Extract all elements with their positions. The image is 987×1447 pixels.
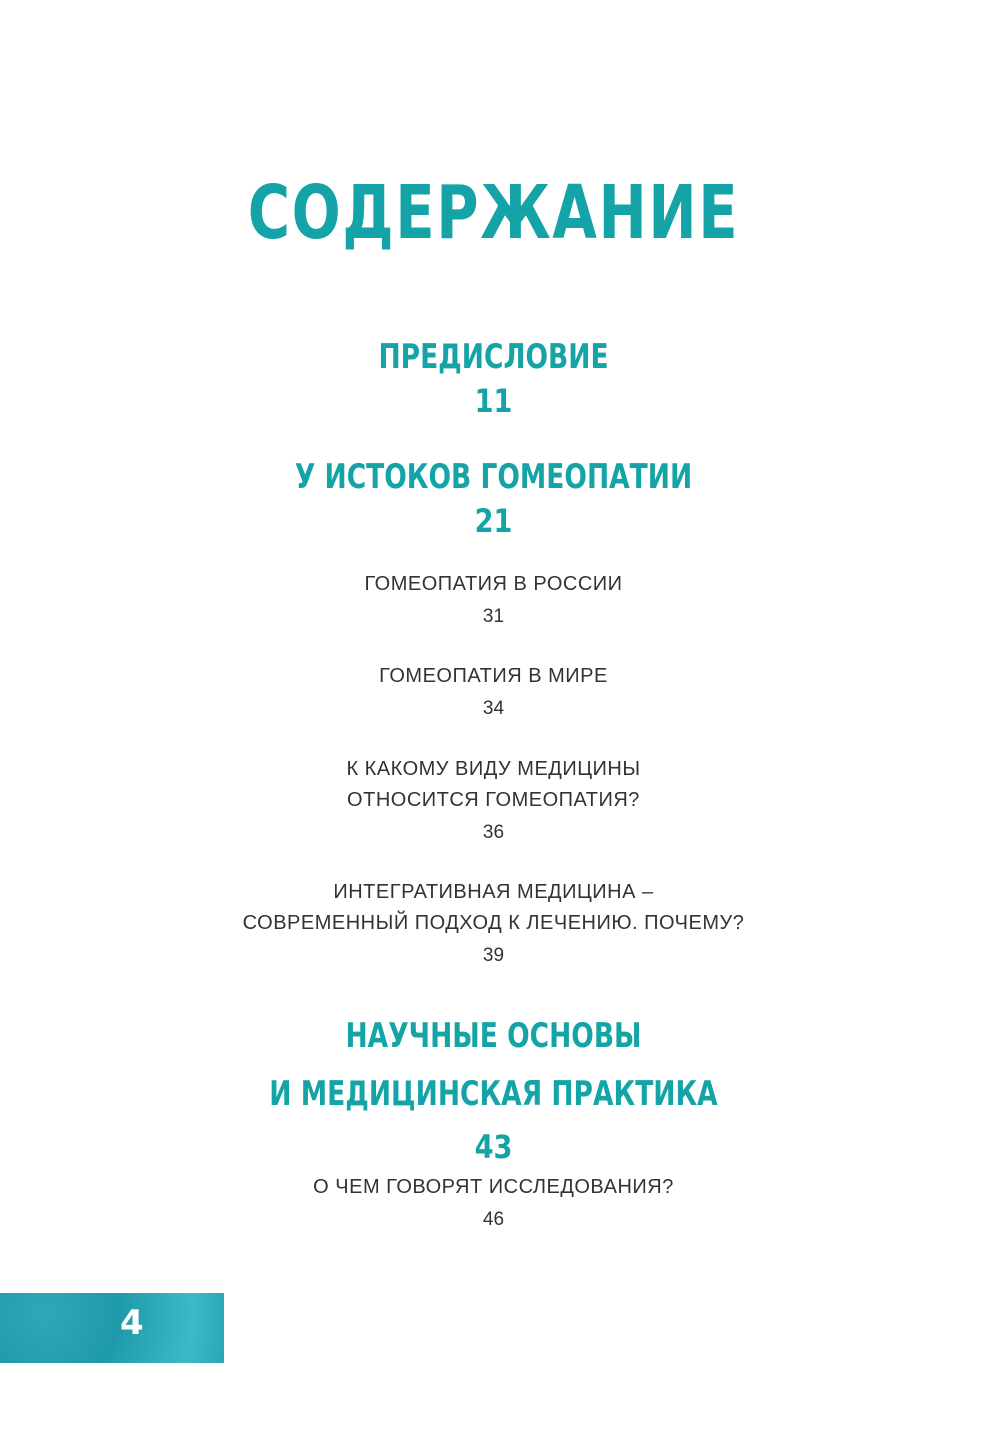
toc-item-page: 31 bbox=[482, 606, 505, 627]
toc-section-preface[interactable] bbox=[0, 334, 987, 422]
toc-item-title-line1: ИНТЕГРАТИВНАЯ МЕДИЦИНА – bbox=[333, 881, 654, 903]
section-page-number: 21 bbox=[474, 502, 513, 540]
section-page-number: 11 bbox=[474, 382, 513, 420]
toc-item-title: ГОМЕОПАТИЯ В РОССИИ bbox=[364, 573, 623, 595]
toc-item[interactable] bbox=[0, 1172, 987, 1235]
toc-item-title-line2: СОВРЕМЕННЫЙ ПОДХОД К ЛЕЧЕНИЮ. ПОЧЕМУ? bbox=[242, 912, 745, 934]
section-heading-line1: НАУЧНЫЕ ОСНОВЫ bbox=[345, 1016, 642, 1056]
section-heading-line2: И МЕДИЦИНСКАЯ ПРАКТИКА bbox=[269, 1074, 718, 1114]
toc-item-title: ГОМЕОПАТИЯ В МИРЕ bbox=[379, 665, 608, 687]
section-page-number: 43 bbox=[474, 1128, 513, 1166]
toc-item[interactable] bbox=[0, 661, 987, 724]
toc-item[interactable] bbox=[0, 754, 987, 848]
toc-item[interactable] bbox=[0, 569, 987, 632]
page-title: СОДЕРЖАНИЕ bbox=[247, 170, 740, 256]
toc-item[interactable] bbox=[0, 877, 987, 971]
page-number-tab bbox=[0, 1293, 224, 1363]
toc-item-title: О ЧЕМ ГОВОРЯТ ИССЛЕДОВАНИЯ? bbox=[313, 1176, 674, 1198]
section-heading: ПРЕДИСЛОВИЕ bbox=[378, 337, 609, 377]
toc-item-page: 46 bbox=[482, 1209, 505, 1230]
toc-section-science[interactable] bbox=[0, 1007, 987, 1171]
toc-item-page: 36 bbox=[482, 822, 505, 843]
toc-item-page: 34 bbox=[482, 698, 505, 719]
page-number: 4 bbox=[120, 1303, 144, 1343]
toc-item-title-line1: К КАКОМУ ВИДУ МЕДИЦИНЫ bbox=[346, 758, 641, 780]
section-heading: У ИСТОКОВ ГОМЕОПАТИИ bbox=[294, 457, 693, 497]
toc-item-title-line2: ОТНОСИТСЯ ГОМЕОПАТИЯ? bbox=[347, 789, 640, 811]
toc-section-origins[interactable] bbox=[0, 454, 987, 542]
toc-item-page: 39 bbox=[482, 945, 505, 966]
